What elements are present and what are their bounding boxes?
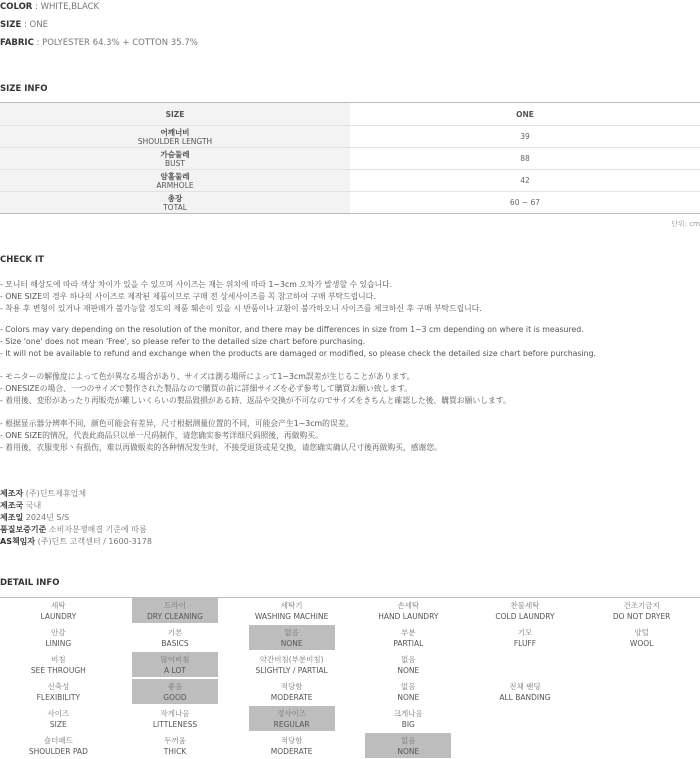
detail-label-ko: 많이비침 xyxy=(160,654,190,664)
detail-info-title: DETAIL INFO xyxy=(0,578,60,588)
detail-label-en: NONE xyxy=(397,692,420,702)
notice-line: - 착용 후 변형이 있거나 재판매가 불가능할 정도의 제품 훼손이 있을 시 반품이나 교환이 불가하오니 사이즈를 체크하신 후 구매 부탁드립니다. xyxy=(0,304,482,313)
detail-label-en: WASHING MACHINE xyxy=(254,611,329,621)
detail-option xyxy=(117,732,234,759)
detail-label-en: DRY CLEANING xyxy=(146,611,203,621)
detail-label-ko: 기모 xyxy=(517,627,533,637)
detail-label-en: REGULAR xyxy=(273,719,310,729)
detail-label-ko: 없음 xyxy=(401,654,416,664)
detail-label-en: LINING xyxy=(45,638,72,648)
detail-label-ko: 찬물세탁 xyxy=(510,600,540,610)
detail-row xyxy=(0,678,700,705)
detail-label-en: PARTIAL xyxy=(393,638,424,648)
detail-option xyxy=(467,651,584,678)
table-row xyxy=(0,191,700,213)
measure-ko: 가슴둘레 xyxy=(160,149,190,159)
measure-value: 88 xyxy=(520,154,530,163)
notice-line: - モニターの解像度によって色が異なる場合があり、サイズは測る場所によって1~3cm誤差が生じることがあります。 xyxy=(0,372,415,381)
table-row xyxy=(0,169,700,191)
detail-row xyxy=(0,624,700,651)
detail-label-ko: 정사이즈 xyxy=(277,708,307,718)
detail-label-en: THICK xyxy=(163,746,187,756)
detail-label-en: A LOT xyxy=(164,665,186,675)
maker-line: 제조자 (주)딘트제휴업체 xyxy=(0,489,87,498)
detail-option xyxy=(350,597,467,624)
detail-label-ko: 약간비침(부분비침) xyxy=(259,654,324,664)
table-row xyxy=(0,125,700,147)
detail-label-ko: 작게나옴 xyxy=(160,708,190,718)
detail-option-selected xyxy=(132,652,218,677)
detail-label-ko: 없음 xyxy=(284,627,299,637)
detail-label-en: HAND LAUNDRY xyxy=(378,611,439,621)
maker-line: AS책임자 (주)딘트 고객센터 / 1600-3178 xyxy=(0,537,152,546)
detail-label-en: SLIGHTLY / PARTIAL xyxy=(255,665,328,675)
spec-color: COLOR : WHITE,BLACK xyxy=(0,2,100,12)
detail-option xyxy=(233,624,350,651)
detail-table xyxy=(0,597,700,759)
size-header-value: ONE xyxy=(516,109,534,119)
detail-label-ko: 안감 xyxy=(51,627,66,637)
size-info-title: SIZE INFO xyxy=(0,84,48,94)
detail-row xyxy=(0,705,700,732)
detail-category xyxy=(0,624,117,651)
notice-line: - 着用後、変形があったり再販売が難しいくらいの製品毀損がある時、返品や交換が不可なのでサイズをきちんと確認した後、購買お願いします。 xyxy=(0,396,511,405)
detail-option-selected xyxy=(249,625,335,650)
detail-label-en: NONE xyxy=(280,638,303,648)
detail-option xyxy=(583,597,700,624)
detail-label-ko: 세탁기 xyxy=(280,600,303,610)
detail-label-en: DO NOT DRYER xyxy=(612,611,671,621)
detail-label-ko: 숄더패드 xyxy=(43,735,73,745)
detail-option xyxy=(467,624,584,651)
detail-label-ko: 좋음 xyxy=(167,681,183,691)
detail-label-ko: 적당함 xyxy=(280,735,303,745)
measure-en: SHOULDER LENGTH xyxy=(137,136,213,146)
detail-option xyxy=(117,597,234,624)
detail-label-ko: 양털 xyxy=(634,627,649,637)
notice-line: - ONESIZEの場合、一つのサイズで製作された製品なので購買の前に詳細サイズを必ず参考して購買お願い致します。 xyxy=(0,384,413,393)
detail-label-en: MODERATE xyxy=(270,692,313,702)
measure-en: BUST xyxy=(165,158,185,168)
detail-label-en: ALL BANDING xyxy=(499,692,551,702)
detail-option xyxy=(117,624,234,651)
detail-label-ko: 손세탁 xyxy=(397,600,420,610)
detail-label-en: BASICS xyxy=(161,638,189,648)
detail-option-selected xyxy=(365,733,451,758)
notice-line: - 根据显示器分辨率不同，颜色可能会有差异，尺寸根据测量位置的不同，可能会产生1~3cm的误差。 xyxy=(0,419,354,428)
notice-line: - 着用後，衣服变形丶有损伤，难以再做贩卖的各种情况发生时，不接受退货或是交换，请您确实确认尺寸後再做购买，感谢您。 xyxy=(0,443,442,452)
measure-ko: 암홀둘레 xyxy=(160,171,190,181)
notice-line: - 모니터 해상도에 따라 색상 차이가 있을 수 있으며 사이즈는 재는 위치에 따라 1~3cm 오차가 발생할 수 있습니다. xyxy=(0,280,393,289)
detail-option xyxy=(117,651,234,678)
spec-size: SIZE : ONE xyxy=(0,20,48,30)
detail-label-en: MODERATE xyxy=(270,746,313,756)
detail-option xyxy=(583,651,700,678)
detail-label-ko: 세탁 xyxy=(51,600,66,610)
detail-option xyxy=(583,732,700,759)
detail-option xyxy=(467,678,584,705)
detail-label-ko: 신축성 xyxy=(47,681,70,691)
size-header-label: SIZE xyxy=(0,103,350,125)
measure-ko: 어깨너비 xyxy=(160,127,190,137)
unit-label: 단위: cm xyxy=(671,220,700,228)
detail-label-ko: 비침 xyxy=(51,654,66,664)
measure-ko: 총장 xyxy=(167,193,183,203)
detail-label-en: NONE xyxy=(397,665,420,675)
notice-line: - ONE SIZE의 경우 하나의 사이즈로 제작된 제품이므로 구매 전 상세사이즈를 꼭 참고하여 구매 부탁드립니다. xyxy=(0,292,376,301)
detail-label-en: FLEXIBILITY xyxy=(36,692,81,702)
spec-fabric: FABRIC : POLYESTER 64.3% + COTTON 35.7% xyxy=(0,38,198,48)
detail-option xyxy=(350,678,467,705)
detail-category xyxy=(0,705,117,732)
detail-label-en: NONE xyxy=(397,746,420,756)
size-table-header xyxy=(0,103,700,125)
detail-option xyxy=(350,624,467,651)
detail-option xyxy=(117,705,234,732)
detail-option xyxy=(233,651,350,678)
detail-label-en: SIZE xyxy=(49,719,67,729)
detail-option xyxy=(233,705,350,732)
detail-label-en: BIG xyxy=(401,719,415,729)
detail-label-en: LAUNDRY xyxy=(40,611,77,621)
detail-row xyxy=(0,597,700,624)
detail-label-ko: 없음 xyxy=(401,681,416,691)
detail-label-ko: 없음 xyxy=(401,735,416,745)
detail-option xyxy=(583,705,700,732)
maker-line: 품질보증기준 소비자분쟁해결 기준에 따름 xyxy=(0,525,147,534)
detail-label-ko: 기본 xyxy=(167,627,183,637)
detail-label-en: GOOD xyxy=(163,692,187,702)
measure-value: 42 xyxy=(520,176,530,185)
maker-line: 제조국 국내 xyxy=(0,501,42,510)
detail-category xyxy=(0,678,117,705)
detail-option xyxy=(467,597,584,624)
detail-label-ko: 두꺼움 xyxy=(164,735,186,745)
detail-label-ko: 사이즈 xyxy=(47,708,70,718)
detail-option xyxy=(117,678,234,705)
measure-en: ARMHOLE xyxy=(156,180,194,190)
detail-label-en: WOOL xyxy=(629,638,654,648)
notice-line: - ONE SIZE的情况，代表此商品只以单一尺码制作，请您确实参考详细尺码照後，再做购买。 xyxy=(0,431,323,440)
detail-category xyxy=(0,651,117,678)
notice-line: - It will not be available to refund and exchange when the products are damaged or modified, so please check the detailed size chart before purchasing. xyxy=(0,349,597,358)
detail-label-ko: 크게나옴 xyxy=(393,708,423,718)
detail-row xyxy=(0,732,700,759)
measure-value: 39 xyxy=(520,132,530,141)
detail-option xyxy=(233,678,350,705)
detail-row xyxy=(0,651,700,678)
detail-label-ko: 적당함 xyxy=(280,681,303,691)
maker-line: 제조일 2024년 S/S xyxy=(0,513,70,522)
detail-label-en: SEE THROUGH xyxy=(30,665,86,675)
check-it-title: CHECK IT xyxy=(0,255,44,265)
detail-option xyxy=(350,705,467,732)
detail-label-en: COLD LAUNDRY xyxy=(495,611,555,621)
detail-label-en: LITTLENESS xyxy=(152,719,198,729)
detail-option-selected xyxy=(132,679,218,704)
detail-option-selected xyxy=(249,706,335,731)
notice-line: - Colors may vary depending on the resolution of the monitor, and there may be differences in size from 1~3 cm depending on where it is measured. xyxy=(0,325,584,334)
measure-en: TOTAL xyxy=(163,202,187,212)
detail-label-en: FLUFF xyxy=(513,638,537,648)
notice-line: - Size 'one' does not mean 'Free', so please refer to the detailed size chart before purchasing. xyxy=(0,337,366,346)
detail-label-ko: 전체 밴딩 xyxy=(509,681,541,691)
detail-option xyxy=(467,732,584,759)
detail-option xyxy=(233,732,350,759)
detail-option xyxy=(583,678,700,705)
detail-category xyxy=(0,732,117,759)
detail-label-ko: 건조기금지 xyxy=(623,600,660,610)
size-table xyxy=(0,102,700,214)
detail-label-ko: 드라이 xyxy=(164,600,186,610)
detail-option xyxy=(350,651,467,678)
detail-option xyxy=(350,732,467,759)
measure-value: 60 ~ 67 xyxy=(509,198,541,207)
detail-option xyxy=(467,705,584,732)
detail-option-selected xyxy=(132,598,218,623)
detail-option xyxy=(233,597,350,624)
detail-label-en: SHOULDER PAD xyxy=(28,746,88,756)
detail-label-ko: 부분 xyxy=(401,627,416,637)
detail-option xyxy=(583,624,700,651)
table-row xyxy=(0,147,700,169)
detail-category xyxy=(0,597,117,624)
